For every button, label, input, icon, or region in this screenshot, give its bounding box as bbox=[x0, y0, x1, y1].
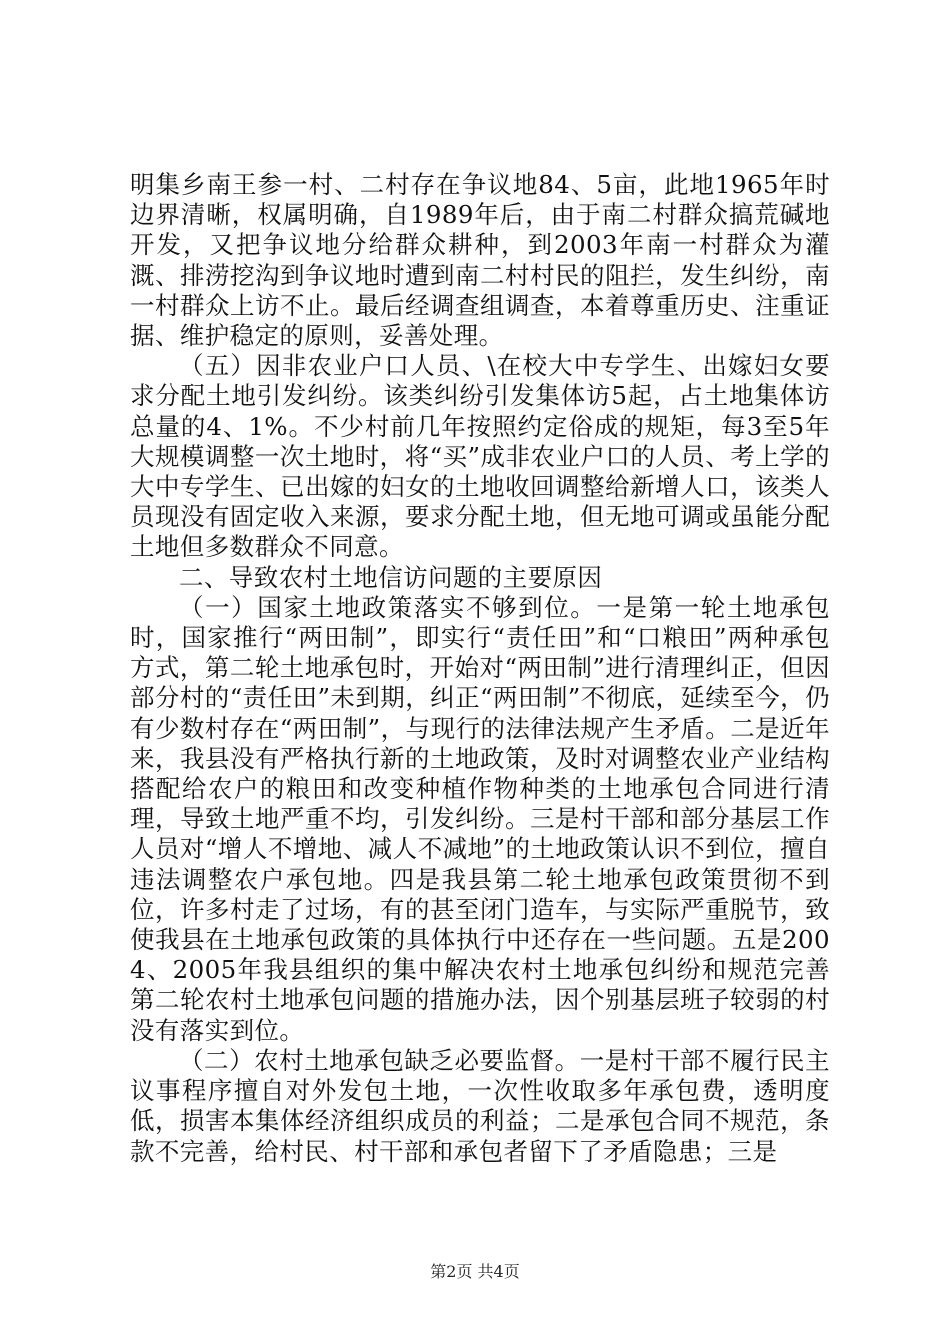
section-heading: 二、导致农村土地信访问题的主要原因 bbox=[179, 562, 603, 592]
paragraph-item-five: （五）因非农业户口人员、\在校大中专学生、出嫁妇女要求分配土地引发纠纷。该类纠纷引发集体访5起，占土地集体访总量的4、1%。不少村前几年按照约定俗成的规矩，每3至5年大规模调整一次土地时，将“买”成非农业户口的人员、考上学的大中专学生、已出嫁的妇女的土地收回调整给新增人口，该类人员现没有固定收入来源，要求分配土地，但无地可调或虽能分配土地但多数群众不同意。 bbox=[130, 351, 830, 562]
document-body bbox=[130, 170, 830, 1167]
paragraph-cause-two: （二）农村土地承包缺乏必要监督。一是村干部不履行民主议事程序擅自对外发包土地，一次性收取多年承包费，透明度低，损害本集体经济组织成员的利益；二是承包合同不规范，条款不完善，给村民、村干部和承包者留下了矛盾隐患；三是 bbox=[130, 1045, 830, 1166]
paragraph-cause-one: （一）国家土地政策落实不够到位。一是第一轮土地承包时，国家推行“两田制”，即实行“责任田”和“口粮田”两种承包方式，第二轮土地承包时，开始对“两田制”进行清理纠正，但因部分村的“责任田”未到期，纠正“两田制”不彻底，延续至今，仍有少数村存在“两田制”，与现行的法律法规产生矛盾。二是近年来，我县没有严格执行新的土地政策，及时对调整农业产业结构搭配给农户的粮田和改变种植作物种类的土地承包合同进行清理，导致土地严重不均，引发纠纷。三是村干部和部分基层工作人员对“增人不增地、减人不减地”的土地政策认识不到位，擅自违法调整农户承包地。四是我县第二轮土地承包政策贯彻不到位，许多村走了过场，有的甚至闭门造车，与实际严重脱节，致使我县在土地承包政策的具体执行中还存在一些问题。五是2004、2005年我县组织的集中解决农村土地承包纠纷和规范完善第二轮农村土地承包问题的措施办法，因个别基层班子较弱的村没有落实到位。 bbox=[130, 592, 830, 1045]
paragraph-continuation: 明集乡南王参一村、二村存在争议地84、5亩，此地1965年时边界清晰，权属明确，自1989年后，由于南二村群众搞荒碱地开发，又把争议地分给群众耕种，到2003年南一村群众为灌溉、排涝挖沟到争议地时遭到南二村村民的阻拦，发生纠纷，南一村群众上访不止。最后经调查组调查，本着尊重历史、注重证据、维护稳定的原则，妥善处理。 bbox=[130, 170, 830, 351]
page-footer: 第2页 共4页 bbox=[430, 1262, 520, 1281]
